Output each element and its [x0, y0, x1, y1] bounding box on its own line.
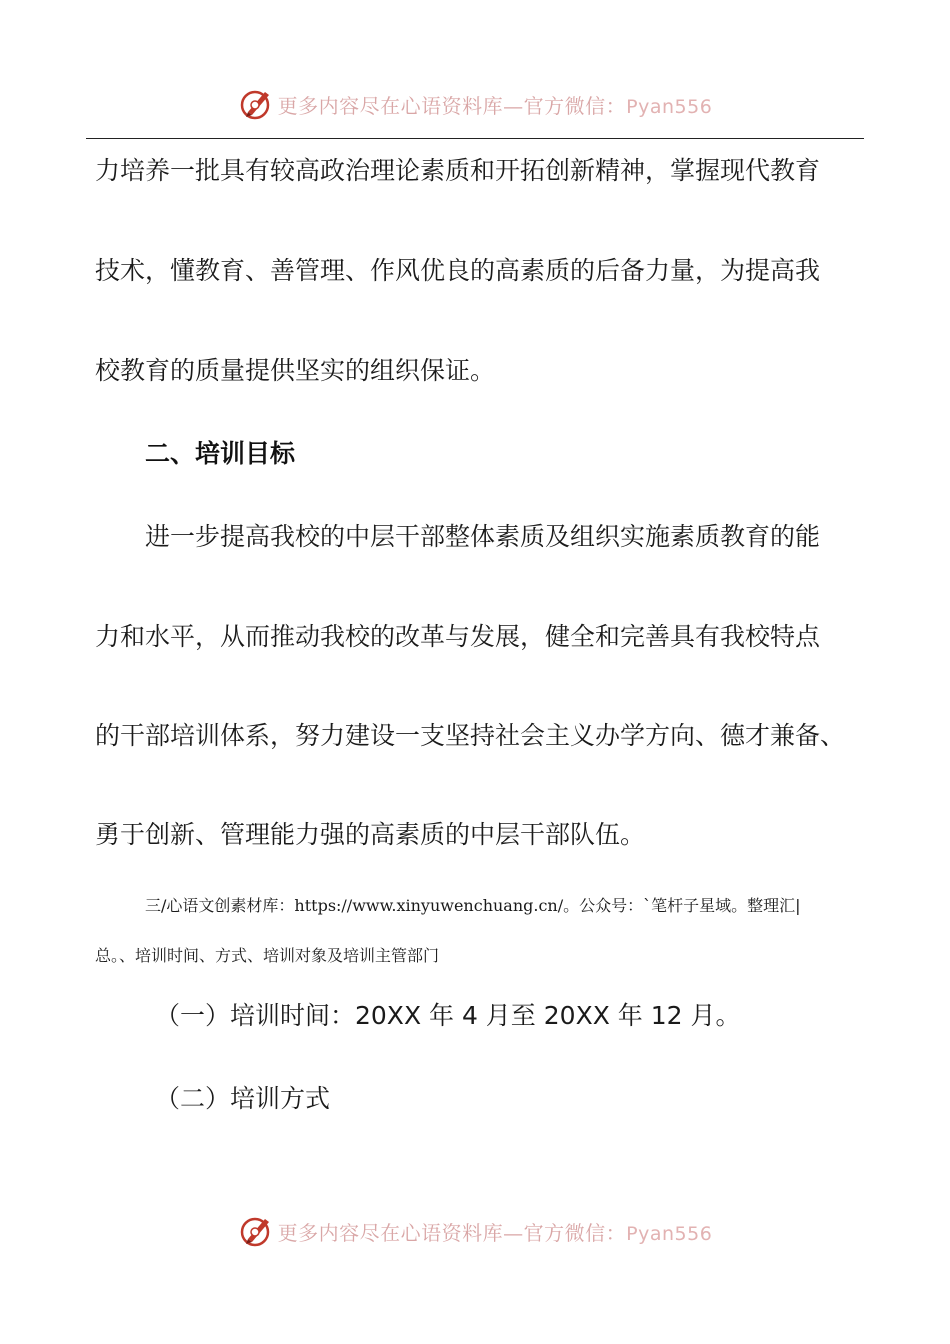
watermark-text: 更多内容尽在心语资料库—官方微信：Pyan556: [277, 93, 713, 118]
paragraph-line: 技术，懂教育、善管理、作风优良的高素质的后备力量，为提高我: [95, 256, 821, 285]
header-rule: [86, 138, 864, 139]
pen-logo-icon: [238, 86, 274, 122]
paragraph-line: 勇于创新、管理能力强的高素质的中层干部队伍。: [95, 820, 646, 849]
paragraph-line: 力培养一批具有较高政治理论素质和开拓创新精神，掌握现代教育: [95, 156, 821, 185]
insert-line: 三/心语文创素材库：https://www.xinyuwenchuang.cn/。公众号：`笔杆子星域。整理汇|: [145, 896, 801, 915]
list-item: （二）培训方式: [155, 1084, 331, 1113]
section-heading: 二、培训目标: [145, 439, 296, 468]
paragraph-line: 力和水平，从而推动我校的改革与发展，健全和完善具有我校特点: [95, 622, 821, 651]
footer-watermark: [0, 1211, 950, 1251]
paragraph-line: 校教育的质量提供坚实的组织保证。: [95, 356, 496, 385]
pen-logo-icon: [238, 1213, 274, 1249]
paragraph-line: 进一步提高我校的中层干部整体素质及组织实施素质教育的能: [145, 522, 821, 551]
list-item: （一）培训时间：20XX 年 4 月至 20XX 年 12 月。: [155, 1001, 741, 1030]
paragraph-line: 的干部培训体系，努力建设一支坚持社会主义办学方向、德才兼备、: [95, 721, 846, 750]
header-watermark: [0, 84, 950, 124]
source-link[interactable]: https://www.xinyuwenchuang.cn/: [294, 896, 564, 915]
watermark-text: 更多内容尽在心语资料库—官方微信：Pyan556: [277, 1220, 713, 1245]
insert-line: 总。、培训时间、方式、培训对象及培训主管部门: [95, 946, 440, 965]
